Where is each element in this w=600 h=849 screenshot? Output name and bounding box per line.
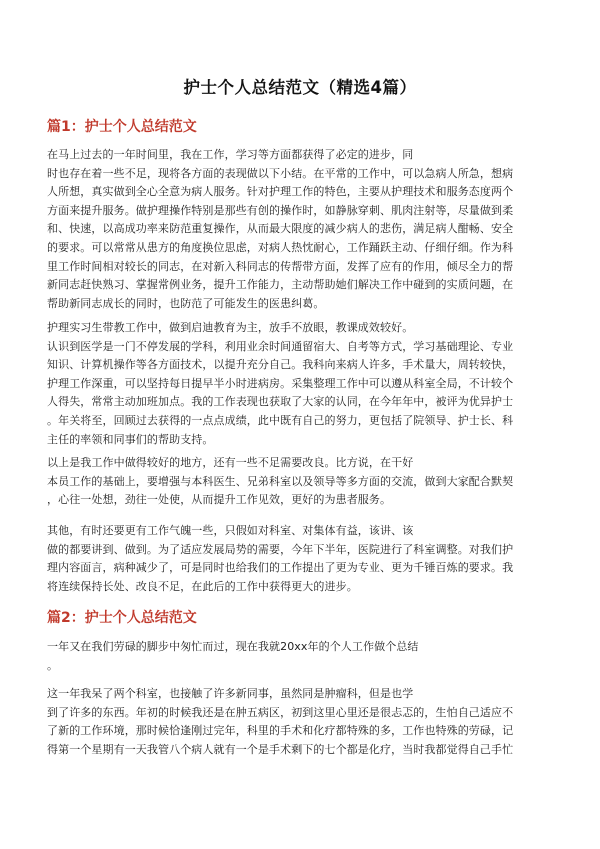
section-heading: 篇2：护士个人总结范文 (47, 610, 197, 626)
section-heading: 篇1：护士个人总结范文 (47, 119, 197, 135)
paragraph: 其他，有时还要更有工作气魄一些，只假如对科室、对集体有益，该讲、该 做的都要讲到、做到。为了适应发展局势的需要，今年下半年，医院进行了科室调整。对我们护 理内容面言，病种减少了，可是同时也给我们的工作提出了更为专业、更为千锤百炼的要求。我 将连续保持长处、改良不足，在此后的工作中获得更大的进步。 (47, 524, 514, 593)
paragraph: 这一年我呆了两个科室，也接触了许多新同事，虽然同是肿瘤科，但是也学 到了许多的东西。年初的时候我还是在肿五病区，初到这里心里还是很忐忑的，生怕自己适应不 了新的工作环境，那时候恰逢刚过完年，科里的手术和化疗都特殊的多，工作也特殊的劳碌，记 得第一个星期有一天我管八个病人就有一个是手术剩下的七个都是化疗，当时我都觉得自己手忙 (47, 687, 514, 756)
document-title: 护士个人总结范文（精选4篇） (183, 78, 417, 97)
paragraph: 以上是我工作中做得较好的地方，还有一些不足需要改良。比方说，在干好 本员工作的基础上，要增强与本科医生、兄弟科室以及领导等多方面的交流，做到大家配合默契 ，心往一处想，劲往一处使，从而提升工作见效，更好的为患者服务。 (47, 456, 514, 507)
paragraph: 在马上过去的一年时间里，我在工作，学习等方面都获得了必定的进步，同 时也存在着一些不足，现将各方面的表现做以下小结。在平常的工作中，可以急病人所急，想病 人所想，真实做到全心全意为病人服务。针对护理工作的特色，主要从护理技术和服务态度两个 方面来提升服务。做护理操作特别是那些有创的操作时，如静脉穿刺、肌肉注射等，尽量做到柔 和、快速，以高成功率来防范重复操作，从而最大限度的减少病人的悲伤，满足病人酣畅、安全 的要求。可以常常从患方的角度换位思虑，对病人热忱耐心，工作踊跃主动、仔细仔细。作为科 里工作时间相对较长的同志，在对新入科同志的传帮带方面，发挥了应有的作用，倾尽全力的帮 新同志赶快熟习、掌握常例业务，提升工作能力，主动帮助她们解决工作中碰到的实质问题，在 帮助新同志成长的同时，也防范了可能发生的医患纠葛。 (47, 148, 514, 310)
paragraph: 一年又在我们劳碌的脚步中匆忙而过，现在我就20xx年的个人工作做个总结 。 (47, 640, 419, 672)
paragraph: 护理实习生带教工作中，做到启迪教育为主，放手不放眼，教课成效较好。 认识到医学是一门不停发展的学科，利用业余时间通留宿大、自考等方式，学习基础理论、专业 知识、计算机操作等各方面技术，以提升充分自己。我科向来病人许多，手术量大，周转较快， 护理工作深重，可以坚持每日提早半小时进病房。采集整理工作中可以遵从科室全局，不计较个 人得失，常常主动加班加点。我的工作表现也获取了大家的认同，在今年年中，被评为优异护士 。年关将至，回顾过去获得的一点点成绩，此中既有自己的努力，更包括了院领导、护士长、科 主任的率领和同事们的帮助支持。 (47, 321, 514, 446)
